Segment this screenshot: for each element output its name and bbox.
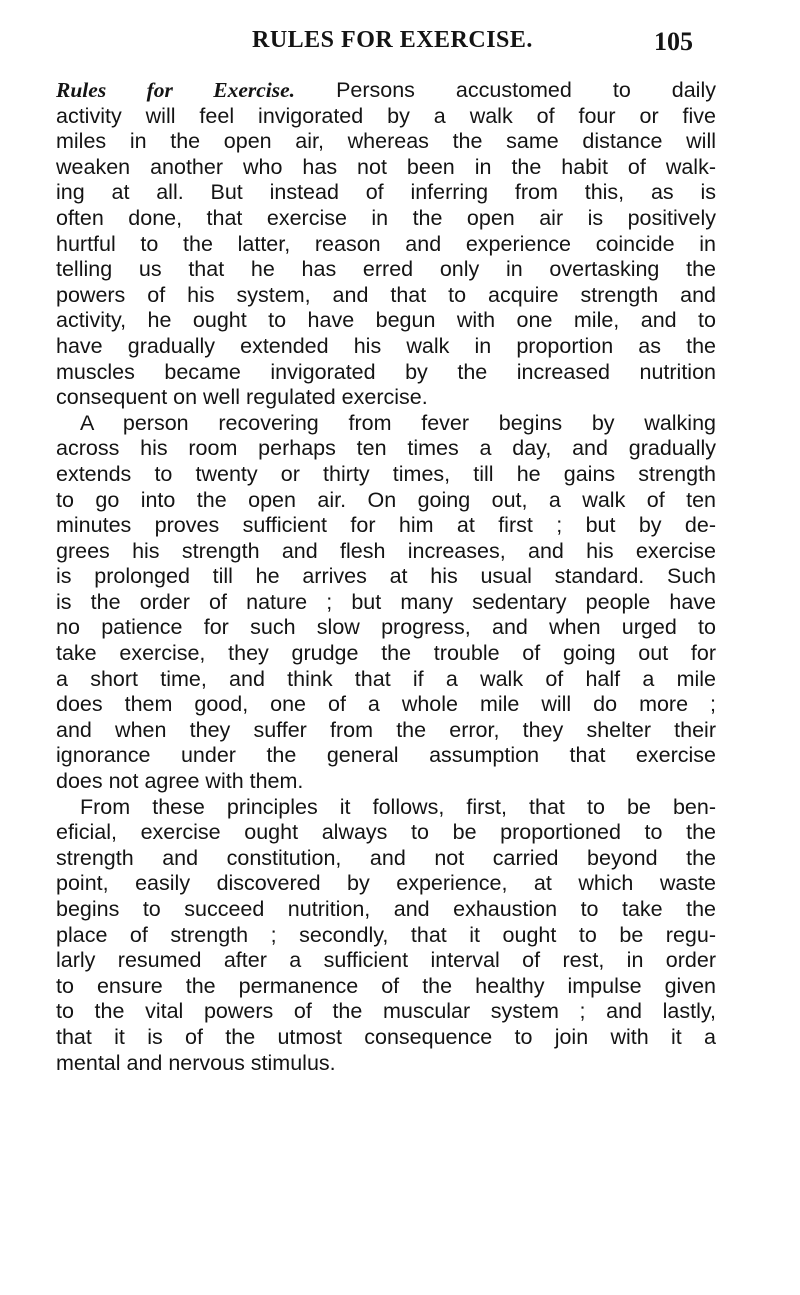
- text-line: take exercise, they grudge the trouble of going out for: [56, 641, 716, 666]
- text-line: to go into the open air. On going out, a walk of ten: [56, 487, 716, 512]
- running-header: [56, 24, 778, 60]
- text-line: begins to succeed nutrition, and exhaustion to take the: [56, 897, 716, 921]
- text-line: hurtful to the latter, reason and experience coincide in: [56, 231, 716, 256]
- text-line: does them good, one of a whole mile will do more ;: [56, 692, 716, 717]
- text-line: and when they suffer from the error, they shelter their: [56, 717, 716, 742]
- text-line: no patience for such slow progress, and when urged to: [56, 615, 716, 640]
- text-line: grees his strength and flesh increases, and his exercise: [56, 538, 716, 563]
- running-title: RULES FOR EXERCISE.: [252, 27, 533, 53]
- text-line: to the vital powers of the muscular system ; and lastly,: [56, 999, 716, 1024]
- text-line: strength and constitution, and not carried beyond the: [56, 845, 716, 870]
- text-line: across his room perhaps ten times a day, and gradually: [56, 436, 716, 461]
- text-line: mental and nervous stimulus.: [56, 1050, 336, 1075]
- text-line: to ensure the permanence of the healthy impulse given: [56, 973, 716, 998]
- text-line: eficial, exercise ought always to be proportioned to the: [56, 820, 716, 845]
- text-line: telling us that he has erred only in overtasking the: [56, 257, 716, 282]
- text-line: ignorance under the general assumption that exercise: [56, 743, 716, 768]
- text-line: [56, 78, 716, 104]
- text-line: a short time, and think that if a walk of half a mile: [56, 666, 716, 691]
- text-line: is the order of nature ; but many sedentary people have: [56, 589, 716, 614]
- text-line: place of strength ; secondly, that it ought to be regu-: [56, 922, 716, 947]
- text-line: often done, that exercise in the open air is positively: [56, 205, 716, 230]
- body-text: [56, 78, 716, 1076]
- text-line: extends to twenty or thirty times, till he gains strength: [56, 461, 716, 486]
- text-line: A person recovering from fever begins by walking: [80, 410, 716, 435]
- line-text: Persons accustomed to daily: [336, 78, 716, 102]
- text-line: does not agree with them.: [56, 769, 304, 794]
- text-line: From these principles it follows, first, that to be ben-: [80, 794, 716, 819]
- text-line: activity will feel invigorated by a walk of four or five: [56, 103, 716, 128]
- text-line: weaken another who has not been in the habit of walk-: [56, 154, 716, 179]
- text-line: have gradually extended his walk in proportion as the: [56, 333, 716, 358]
- text-line: that it is of the utmost consequence to join with it a: [56, 1024, 716, 1049]
- text-line: minutes proves sufficient for him at first ; but by de-: [56, 513, 716, 538]
- text-line: miles in the open air, whereas the same distance will: [56, 129, 716, 154]
- page-number: 105: [654, 27, 693, 56]
- text-line: is prolonged till he arrives at his usual standard. Such: [56, 564, 716, 589]
- text-line: activity, he ought to have begun with one mile, and to: [56, 308, 716, 333]
- text-line: powers of his system, and that to acquire strength and: [56, 282, 716, 307]
- text-line: muscles became invigorated by the increased nutrition: [56, 359, 716, 384]
- text-line: larly resumed after a sufficient interval of rest, in order: [56, 948, 716, 973]
- text-line: point, easily discovered by experience, at which waste: [56, 871, 716, 896]
- text-line: consequent on well regulated exercise.: [56, 385, 428, 410]
- section-heading: Rules for Exercise.: [56, 78, 296, 102]
- text-line: ing at all. But instead of inferring from this, as is: [56, 180, 716, 205]
